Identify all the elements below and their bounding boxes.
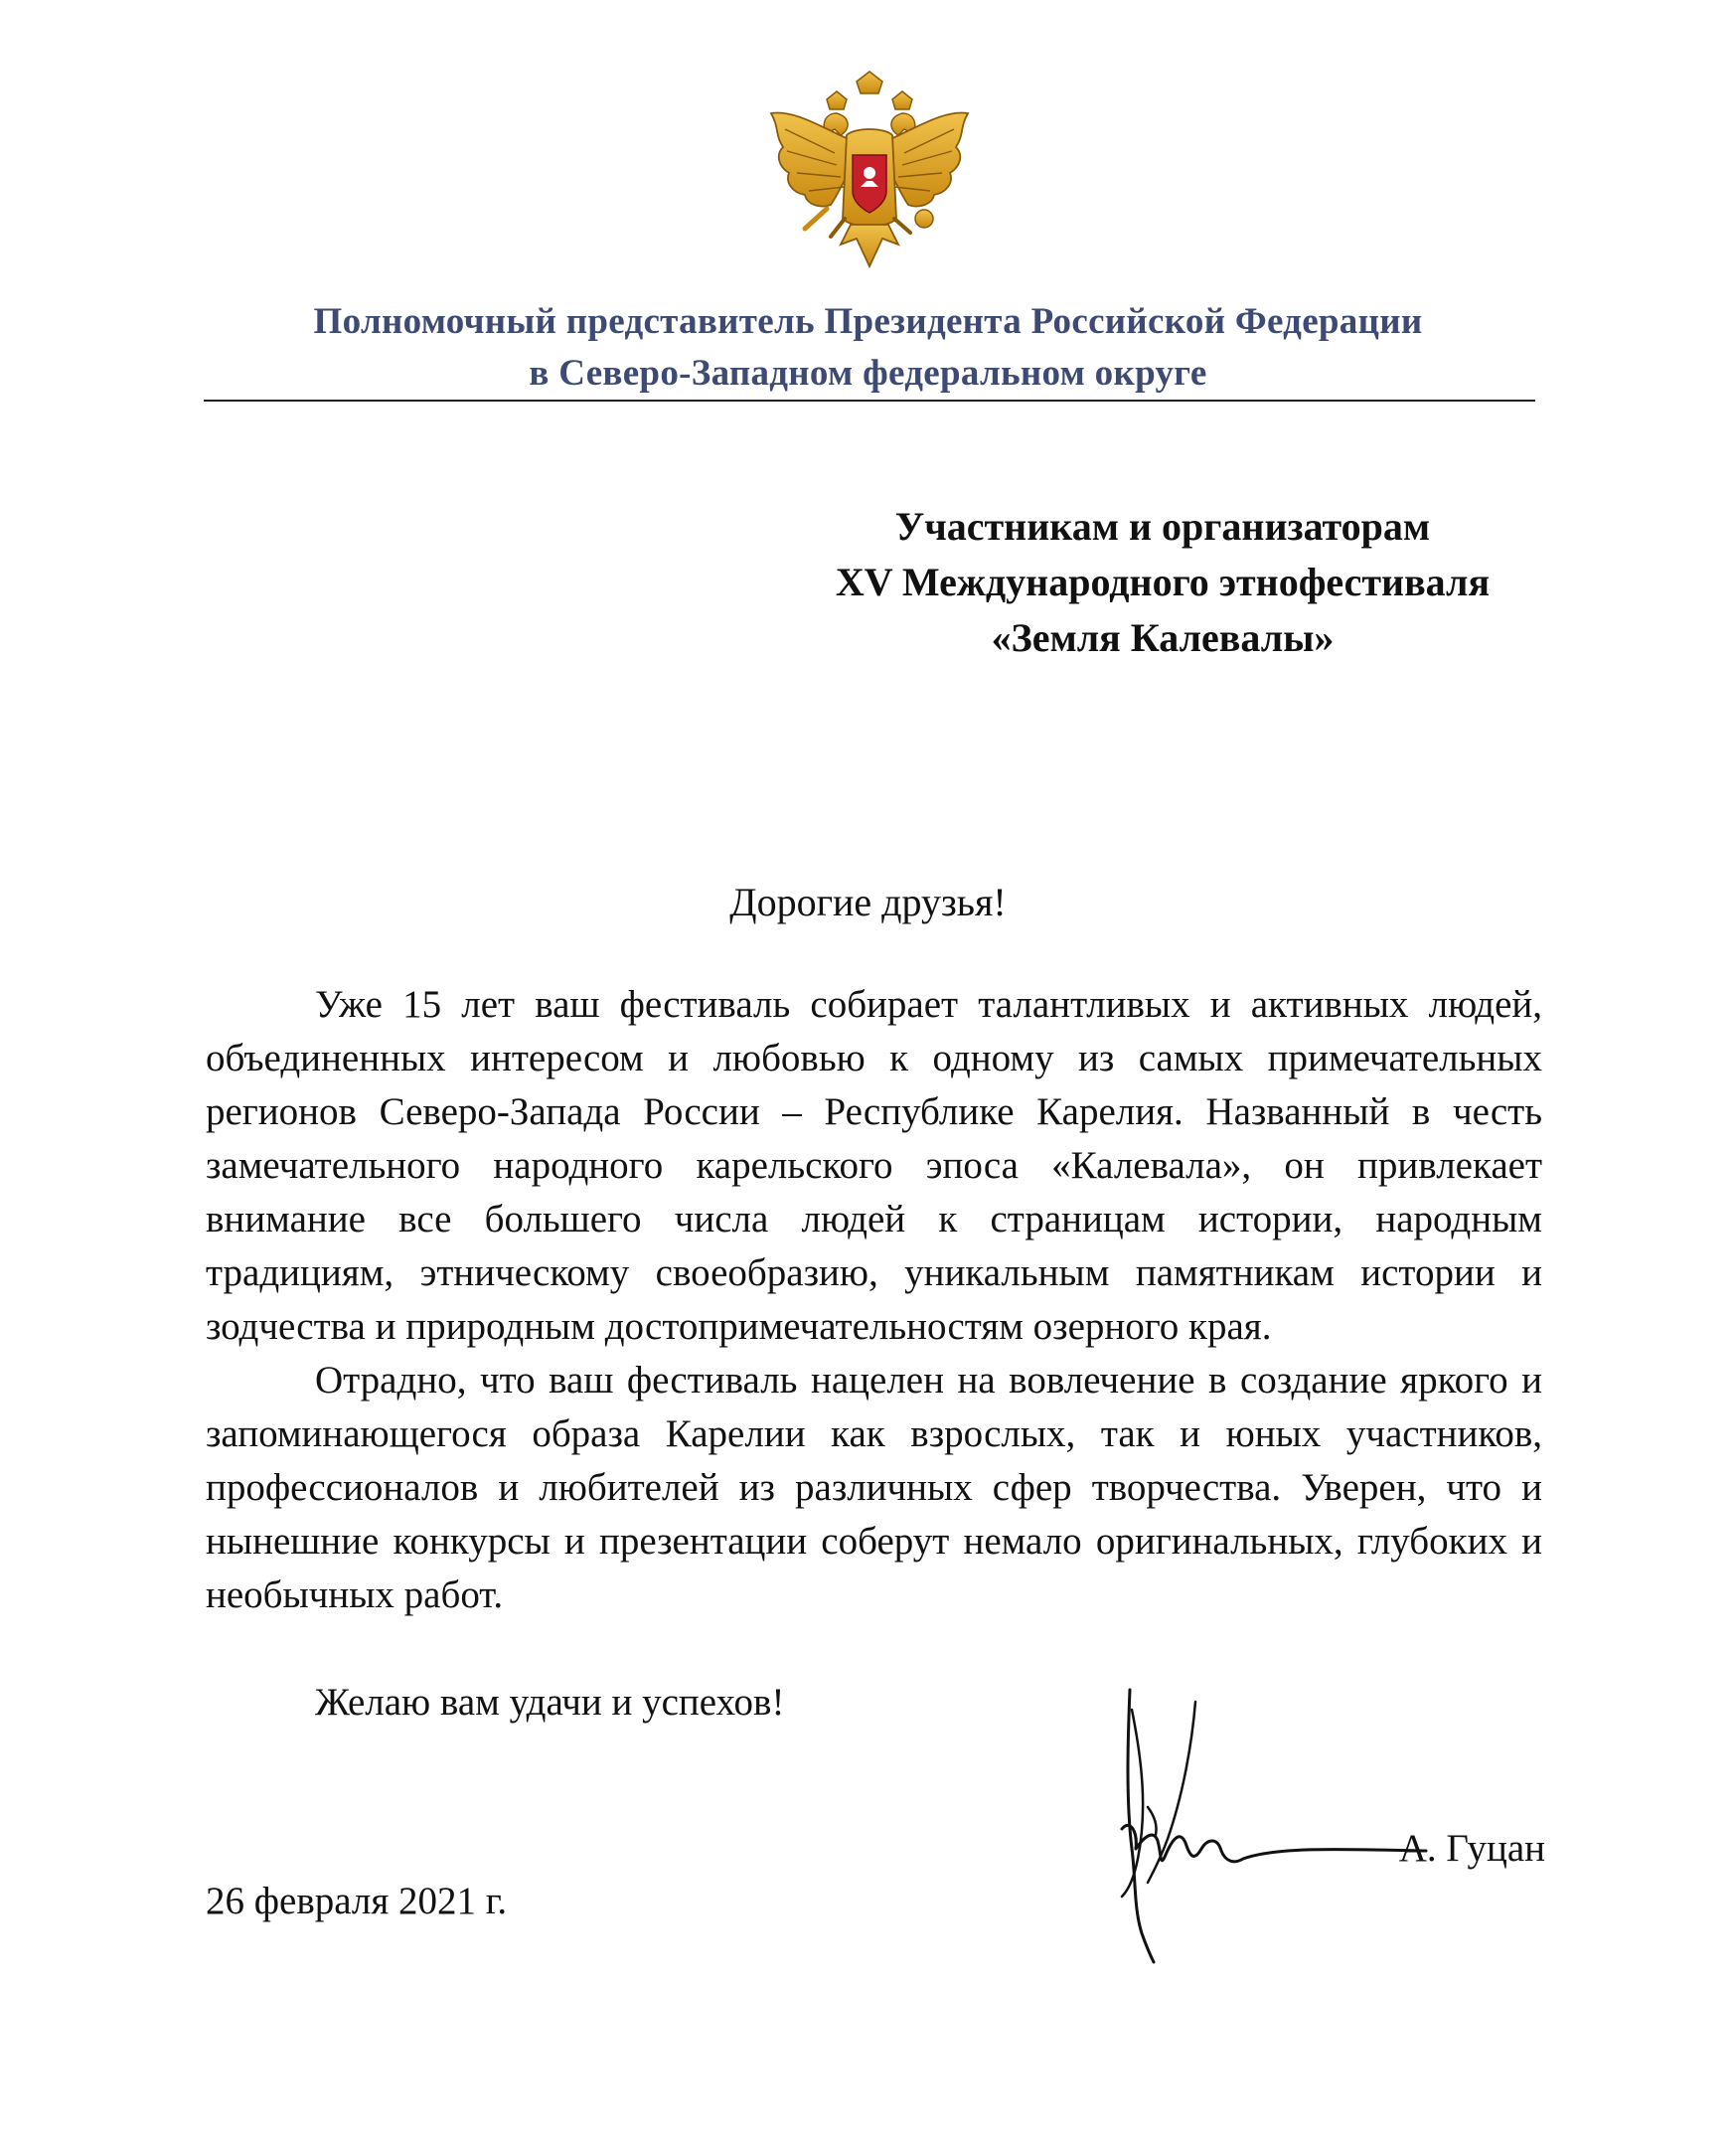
letterhead-divider <box>204 400 1535 402</box>
double-headed-eagle-emblem-icon <box>765 70 974 283</box>
addressee-line-2: XV Международного этнофестиваля <box>835 560 1491 604</box>
letterhead <box>149 296 1587 400</box>
letterhead-line-1: Полномочный представитель Президента Российской Федерации <box>313 301 1423 342</box>
letterhead-line-2: в Северо-Западном федеральном округе <box>529 353 1207 394</box>
letter-body <box>206 978 1542 1622</box>
body-paragraph-2: Отрадно, что ваш фестиваль нацелен на вовлечение в создание яркого и запоминающегося образа Карелии как взрослых, так и юных участников, профессионалов и любителей из различных сфер творчества. Уверен, что и нынешние конкурсы и презентации соберут немало оригинальных, глубоких и необычных работ. <box>206 1359 1542 1616</box>
greeting: Дорогие друзья! <box>729 880 1007 924</box>
addressee-block <box>755 499 1570 666</box>
body-paragraph-1: Уже 15 лет ваш фестиваль собирает талантливых и активных людей, объединенных интересом и любовью к одному из самых примечательных регионов Северо-Запада России – Республике Карелия. Названный в честь замечательного народного карельского эпоса «Калевала», он привлекает внимание все большего числа людей к страницам истории, народным традициям, этническому своеобразию, уникальным памятникам истории и зодчества и природным достопримечательностям озерного края. <box>206 983 1542 1348</box>
signer-name: А. Гуцан <box>1398 1827 1545 1870</box>
letter-date: 26 февраля 2021 г. <box>206 1880 508 1922</box>
closing-line: Желаю вам удачи и успехов! <box>315 1681 785 1724</box>
addressee-line-1: Участникам и организаторам <box>894 504 1431 549</box>
addressee-line-3: «Земля Калевалы» <box>991 615 1335 660</box>
